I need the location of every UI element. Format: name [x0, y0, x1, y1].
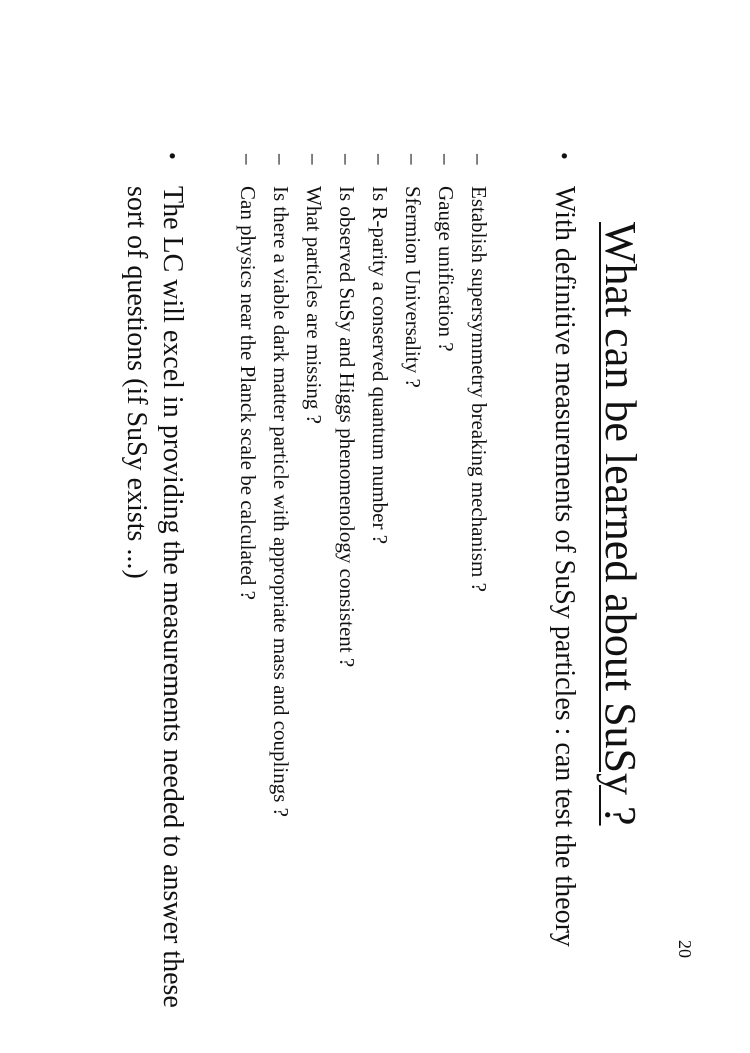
question-list	[228, 154, 492, 986]
dash-marker: –	[467, 154, 491, 165]
list-item-text: Gauge unification ?	[434, 186, 458, 352]
list-item-text: Sfermion Universality ?	[401, 186, 425, 388]
list-item	[399, 154, 426, 986]
bullet-marker: •	[160, 152, 185, 160]
list-item	[333, 154, 360, 986]
bullet-text: With definitive measurements of SuSy particles : can test the theory	[549, 186, 580, 947]
bullet-lc-excel	[118, 152, 190, 1016]
dash-marker: –	[401, 154, 425, 165]
list-item-text: Is R-parity a conserved quantum number ?	[368, 186, 392, 545]
list-item	[300, 154, 327, 986]
list-item	[465, 154, 492, 986]
dash-marker: –	[269, 154, 293, 165]
dash-marker: –	[236, 154, 260, 165]
list-item	[234, 154, 261, 986]
list-item	[267, 154, 294, 986]
list-item-text: Can physics near the Planck scale be calculated ?	[236, 186, 260, 600]
list-item-text: Is there a viable dark matter particle with appropriate mass and couplings ?	[269, 186, 293, 817]
list-item	[366, 154, 393, 986]
dash-marker: –	[434, 154, 458, 165]
bullet-measurements	[546, 152, 582, 1026]
list-item-text: What particles are missing ?	[302, 186, 326, 424]
bullet-marker: •	[552, 152, 577, 160]
dash-marker: –	[302, 154, 326, 165]
page-number: 20	[675, 940, 695, 958]
list-item	[432, 154, 459, 986]
dash-marker: –	[335, 154, 359, 165]
bullet-text: The LC will excel in providing the measurements needed to answer these sort of questions (if SuSy exists ...)	[121, 186, 188, 1008]
list-item-text: Is observed SuSy and Higgs phenomenology consistent ?	[335, 186, 359, 668]
list-item-text: Establish supersymmetry breaking mechanism ?	[467, 186, 491, 592]
dash-marker: –	[368, 154, 392, 165]
slide-title: What can be learned about SuSy ?	[596, 222, 645, 826]
